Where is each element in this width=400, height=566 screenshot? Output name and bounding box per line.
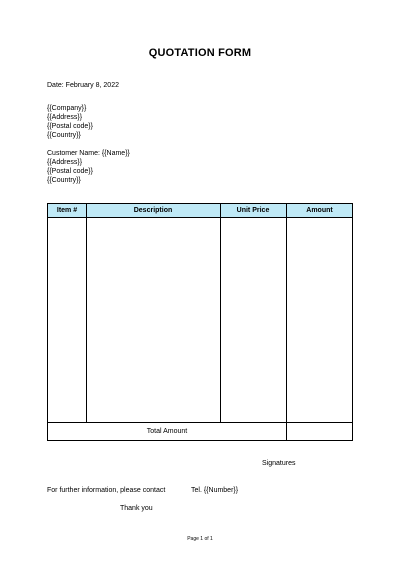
items-table [47,203,353,441]
total-amount-label: Total Amount [146,428,188,435]
company-name: {{Company}} [47,105,87,112]
customer-postal-code: {{Postal code}} [47,168,93,175]
column-divider [86,204,87,423]
customer-address: {{Address}} [47,159,83,166]
customer-country: {{Country}} [47,177,81,184]
contact-text: For further information, please contact [47,487,166,494]
header-description: Description [133,207,173,214]
column-divider [286,204,287,440]
column-divider [220,204,221,423]
company-postal-code: {{Postal code}} [47,123,93,130]
header-item-number: Item # [56,207,78,214]
header-amount: Amount [306,207,333,214]
page-title: QUOTATION FORM [148,47,252,59]
page-footer: Page 1 of 1 [187,536,213,542]
signatures-label: Signatures [262,460,296,467]
thank-you-text: Thank you [120,505,153,512]
date-line: Date: February 8, 2022 [47,82,119,89]
customer-name: Customer Name: {{Name}} [47,150,130,157]
tel-number: Tel. {{Number}} [191,487,239,494]
company-country: {{Country}} [47,132,81,139]
header-unit-price: Unit Price [236,207,270,214]
company-address: {{Address}} [47,114,83,121]
